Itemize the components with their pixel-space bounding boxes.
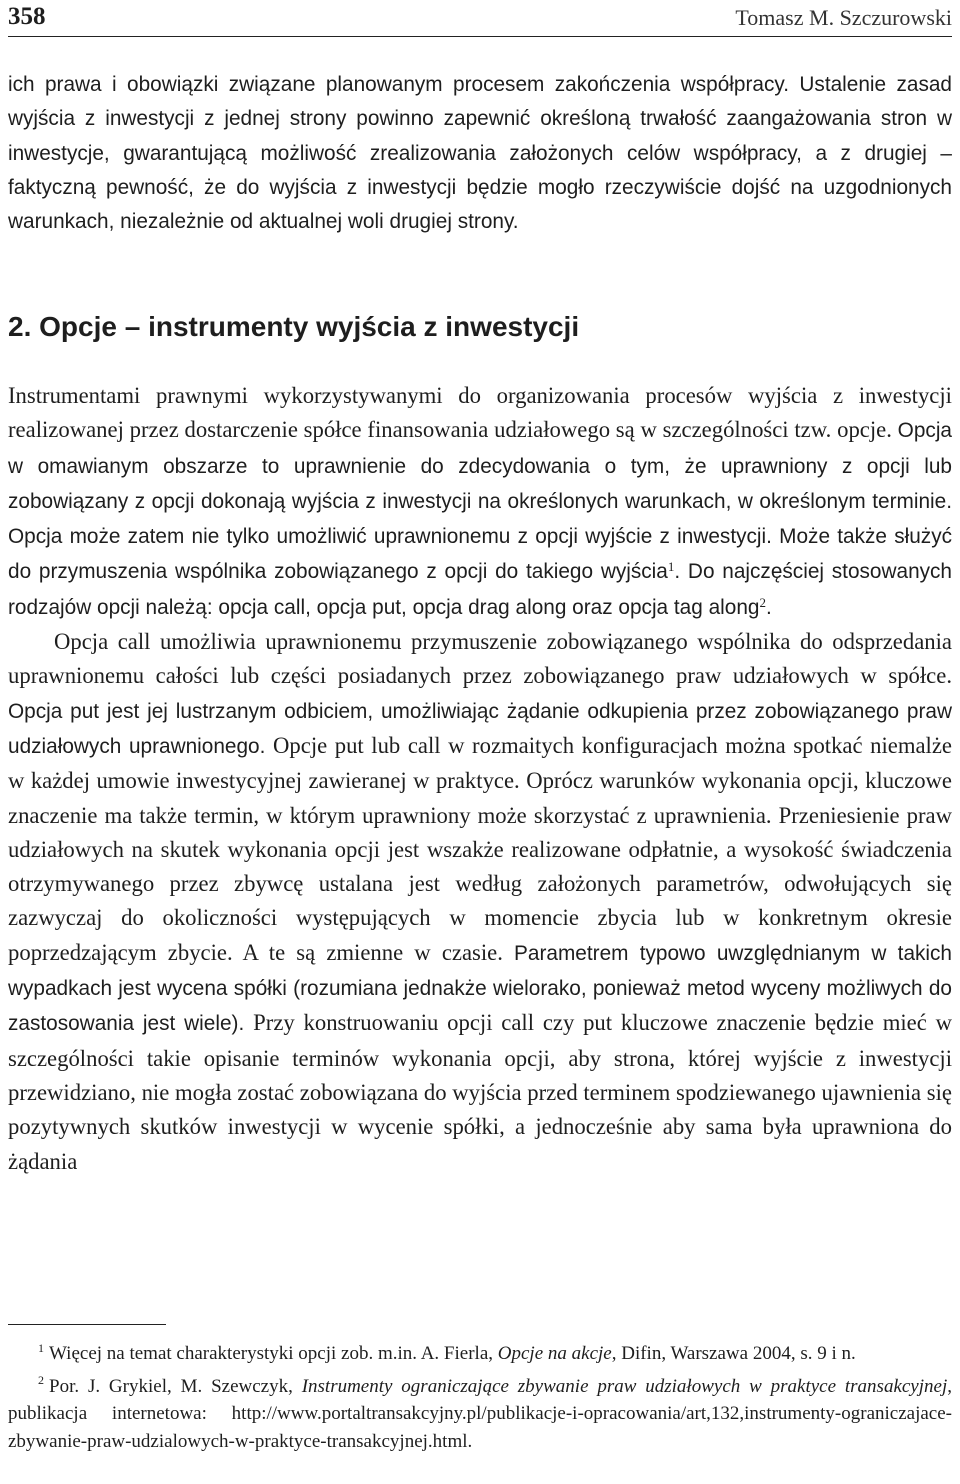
footnotes <box>8 1340 952 1460</box>
running-head-author: Tomasz M. Szczurowski <box>735 5 952 30</box>
footnote-2-number: 2 <box>38 1373 44 1388</box>
paragraph-1-text-a: Instrumentami prawnymi wykorzystywanymi do organizowania procesów wyjścia z inwestycji realizowanej przez dostarczenie spółce finansowania udziałowego są w szczególności tzw. opcje. <box>8 383 952 443</box>
paragraph-options-intro <box>8 379 952 625</box>
footnote-2-title: Instrumenty ograniczające zbywanie praw udziałowych w praktyce transakcyjnej <box>301 1375 948 1397</box>
paragraph-2-text-c: Opcje put lub call w rozmaitych konfiguracjach można spotkać niemalże w każdej umowie inwestycyjnej zawieranej w praktyce. <box>8 732 952 794</box>
footnote-1-number: 1 <box>38 1340 44 1355</box>
paragraph-2-text-b: Opcja put jest jej lustrzanym odbiciem, umożliwiając żądanie odkupienia przez zobowiązanego praw udziałowych uprawnionego. <box>8 699 952 758</box>
main-text <box>8 379 952 1179</box>
paragraph-2-text-e: Parametrem typowo uwzględnianym w takich wypadkach jest wycena spółki (rozumiana jednakże wielorako, ponieważ metod wyceny możliwych do zastosowania jest wiele). <box>8 941 952 1036</box>
page-number: 358 <box>8 3 46 30</box>
footnote-1 <box>8 1340 952 1368</box>
running-header <box>8 0 952 37</box>
paragraph-call-put <box>8 625 952 1179</box>
footnote-ref-1[interactable]: 1 <box>667 559 675 575</box>
footnote-2-text: Por. J. Grykiel, M. Szewczyk, <box>49 1375 302 1397</box>
paragraph-1-text-d: Do najczęściej stosowanych rodzajów opcji należą: opcja call, opcja put, opcja drag along oraz opcja tag along <box>8 560 952 619</box>
intro-paragraph-block <box>8 68 952 239</box>
footnote-2-source[interactable]: , publikacja internetowa: http://www.portaltransakcyjny.pl/publikacje-i-opracowania/art,132,instrumenty-ograniczajace-zbywanie-praw-udzialowych-w-praktyce-transakcyjnej.html. <box>8 1375 952 1452</box>
section-heading: 2. Opcje – instrumenty wyjścia z inwestycji <box>8 311 580 342</box>
paragraph-1-text-c: . <box>674 560 688 584</box>
footnote-ref-2[interactable]: 2 <box>759 594 766 610</box>
intro-paragraph: ich prawa i obowiązki związane planowanym procesem zakończenia współpracy. Ustalenie zasad wyjścia z inwestycji z jednej strony powinno zapewnić określoną trwałość zaangażowania stron w inwestycje, gwarantującą możliwość zrealizowania założonych celów współpracy, a z drugiej – faktyczną pewność, że do wyjścia z inwestycji będzie mogło rzeczywiście dojść na uzgodnionych warunkach, niezależnie od aktualnej woli drugiej strony. <box>8 73 952 234</box>
footnote-separator <box>8 1324 166 1325</box>
paragraph-1-text-e: . <box>765 595 772 619</box>
footnote-1-title: Opcje na akcje <box>497 1343 612 1364</box>
paragraph-1-text-b: Opcja w omawianym obszarze to uprawnienie do zdecydowania o tym, że uprawniony z opcji lub zobowiązany z opcji dokonają wyjścia z inwestycji na określonych warunkach, w określonym terminie. Opcja może zatem nie tylko umożliwić uprawnionemu z opcji wyjście z inwestycji. Może także służyć do przymuszenia wspólnika zobowiązanego z opcji do takiego wyjścia <box>8 419 952 584</box>
paragraph-2-text-f: Przy konstruowaniu opcji call czy put kluczowe znaczenie będzie mieć w szczególności takie opisanie terminów wykonania opcji, aby strona, której wyjście z inwestycji przewidziano, nie mogła zostać zobowiązana do wyjścia przed terminem spodziewanego ujawnienia się pozytywnych skutków inwestycji w wycenie spółki, a jednocześnie aby sama była uprawniona do żądania <box>8 1010 952 1174</box>
paragraph-2-text-a: Opcja call umożliwia uprawnionemu przymuszenie zobowiązanego wspólnika do odsprzedania uprawnionemu całości lub części posiadanych przez zobowiązanego praw udziałowych w spółce. <box>8 629 952 689</box>
footnote-1-text: Więcej na temat charakterystyki opcji zob. m.in. A. Fierla, <box>49 1343 498 1364</box>
footnote-1-source: , Difin, Warszawa 2004, s. 9 i n. <box>611 1343 856 1364</box>
footnote-2 <box>8 1373 952 1456</box>
paragraph-2-text-d: Oprócz warunków wykonania opcji, kluczowe znaczenie ma także termin, w którym uprawniony może skorzystać z uprawnienia. Przeniesienie praw udziałowych na skutek wykonania opcji jest wszakże realizowane odpłatnie, a wysokość świadczenia otrzymywanego przez zbywcę ustalana jest według założonych parametrów, odwołujących się zazwyczaj do okoliczności występujących w momencie zbycia lub w konkretnym okresie poprzedzającym zbycie. A te są zmienne w czasie. <box>8 768 952 965</box>
